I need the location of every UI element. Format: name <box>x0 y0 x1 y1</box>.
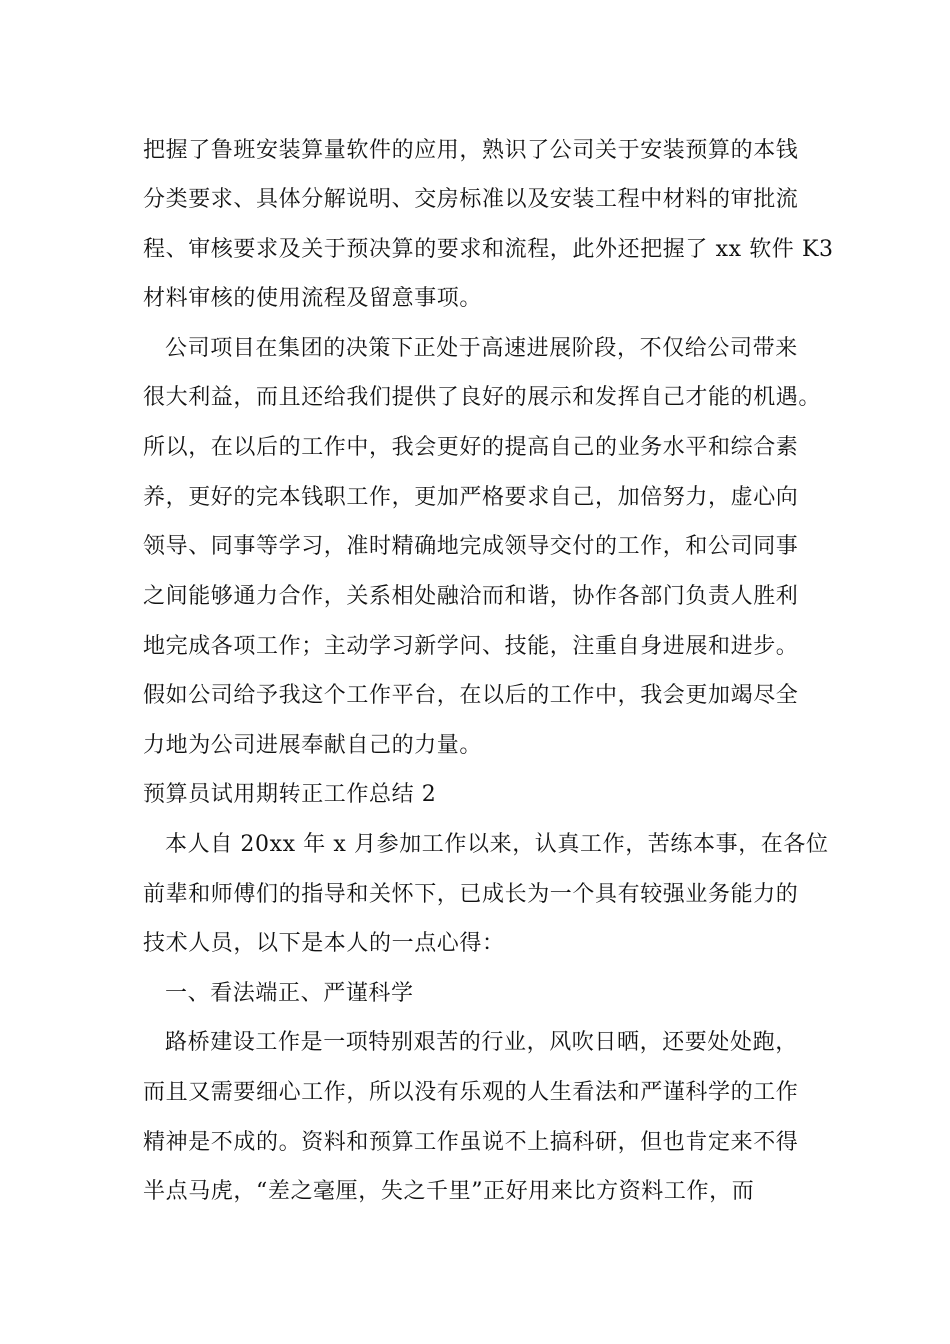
text-line: 所以，在以后的工作中，我会更好的提高自己的业务水平和综合素 <box>143 435 799 460</box>
text-line: 前辈和师傅们的指导和关怀下，已成长为一个具有较强业务能力的 <box>143 882 799 907</box>
text-line: 领导、同事等学习，准时精确地完成领导交付的工作，和公司同事 <box>143 534 799 559</box>
text-line: 养，更好的完本钱职工作，更加严格要求自己，加倍努力，虚心向 <box>143 485 799 510</box>
text-line: 地完成各项工作；主动学习新学问、技能，注重自身进展和进步。 <box>143 634 799 659</box>
subheading: 一、看法端正、严谨科学 <box>165 981 414 1006</box>
text-line: 分类要求、具体分解说明、交房标准以及安装工程中材料的审批流 <box>143 187 799 212</box>
section-heading: 预算员试用期转正工作总结 2 <box>143 782 437 807</box>
text-line: 很大利益，而且还给我们提供了良好的展示和发挥自己才能的机遇。 <box>143 385 822 410</box>
text-line: 技术人员，以下是本人的一点心得： <box>143 931 505 956</box>
text-line: 路桥建设工作是一项特别艰苦的行业，风吹日晒，还要处处跑， <box>165 1030 798 1055</box>
text-line: 而且又需要细心工作，所以没有乐观的人生看法和严谨科学的工作 <box>143 1080 799 1105</box>
text-line: 程、审核要求及关于预决算的要求和流程，此外还把握了 xx 软件 K3 <box>143 237 834 262</box>
text-line: 精神是不成的。资料和预算工作虽说不上搞科研，但也肯定来不得 <box>143 1130 799 1155</box>
text-line: 本人自 20xx 年 x 月参加工作以来，认真工作，苦练本事，在各位 <box>165 832 829 857</box>
text-line: 公司项目在集团的决策下正处于高速进展阶段，不仅给公司带来 <box>165 336 798 361</box>
text-line: 把握了鲁班安装算量软件的应用，熟识了公司关于安装预算的本钱 <box>143 138 799 163</box>
text-line: 材料审核的使用流程及留意事项。 <box>143 286 483 311</box>
text-line: 半点马虎，“差之毫厘，失之千里”正好用来比方资料工作，而 <box>143 1179 755 1204</box>
text-line: 力地为公司进展奉献自己的力量。 <box>143 733 483 758</box>
text-line: 之间能够通力合作，关系相处融洽而和谐，协作各部门负责人胜利 <box>143 584 799 609</box>
text-line: 假如公司给予我这个工作平台，在以后的工作中，我会更加竭尽全 <box>143 683 799 708</box>
